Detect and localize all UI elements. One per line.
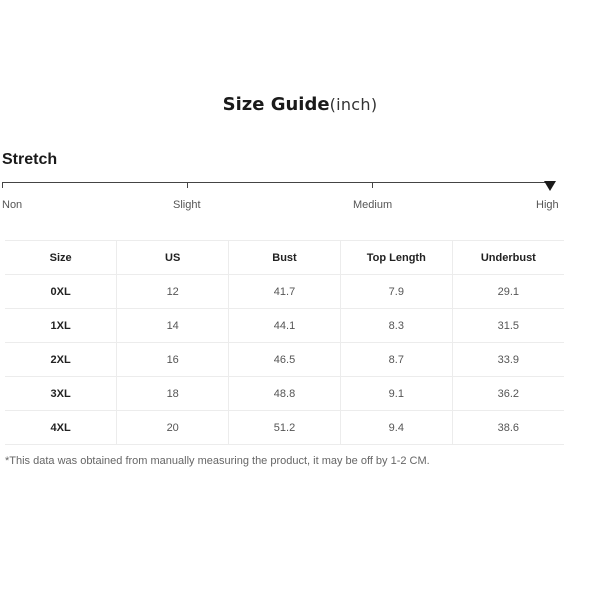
underbust-cell: 36.2 — [452, 377, 564, 411]
underbust-cell: 29.1 — [452, 275, 564, 309]
header-size: Size — [5, 241, 117, 275]
table-row — [5, 377, 564, 411]
underbust-cell: 31.5 — [452, 309, 564, 343]
underbust-cell: 33.9 — [452, 343, 564, 377]
size-table — [5, 240, 564, 445]
title-main: Size Guide — [222, 94, 330, 115]
stretch-selected-marker-icon — [544, 181, 556, 191]
size-cell: 2XL — [5, 343, 117, 377]
us-cell: 14 — [117, 309, 229, 343]
stretch-heading: Stretch — [2, 151, 58, 168]
stretch-label-medium: Medium — [353, 199, 393, 211]
top-length-cell: 9.1 — [340, 377, 452, 411]
stretch-tick-non — [2, 182, 3, 188]
title-unit: (inch) — [329, 95, 378, 114]
top-length-cell: 7.9 — [340, 275, 452, 309]
size-cell: 1XL — [5, 309, 117, 343]
header-bust: Bust — [229, 241, 341, 275]
stretch-label-high: High — [536, 199, 559, 211]
top-length-cell: 8.7 — [340, 343, 452, 377]
table-header-row — [5, 241, 564, 275]
stretch-label-non: Non — [2, 199, 23, 211]
table-row — [5, 275, 564, 309]
size-cell: 3XL — [5, 377, 117, 411]
size-cell: 4XL — [5, 411, 117, 445]
us-cell: 20 — [117, 411, 229, 445]
us-cell: 16 — [117, 343, 229, 377]
stretch-tick-slight — [187, 182, 188, 188]
top-length-cell: 9.4 — [340, 411, 452, 445]
table-row — [5, 411, 564, 445]
table-row — [5, 343, 564, 377]
header-us: US — [117, 241, 229, 275]
us-cell: 18 — [117, 377, 229, 411]
table-row — [5, 309, 564, 343]
bust-cell: 48.8 — [229, 377, 341, 411]
bust-cell: 41.7 — [229, 275, 341, 309]
page-title — [0, 94, 600, 115]
bust-cell: 44.1 — [229, 309, 341, 343]
stretch-scale-line — [2, 182, 551, 183]
stretch-tick-medium — [372, 182, 373, 188]
measurement-note: *This data was obtained from manually measuring the product, it may be off by 1-2 CM. — [5, 455, 430, 467]
size-cell: 0XL — [5, 275, 117, 309]
header-top-length: Top Length — [340, 241, 452, 275]
header-underbust: Underbust — [452, 241, 564, 275]
top-length-cell: 8.3 — [340, 309, 452, 343]
bust-cell: 46.5 — [229, 343, 341, 377]
underbust-cell: 38.6 — [452, 411, 564, 445]
bust-cell: 51.2 — [229, 411, 341, 445]
stretch-label-slight: Slight — [173, 199, 201, 211]
us-cell: 12 — [117, 275, 229, 309]
